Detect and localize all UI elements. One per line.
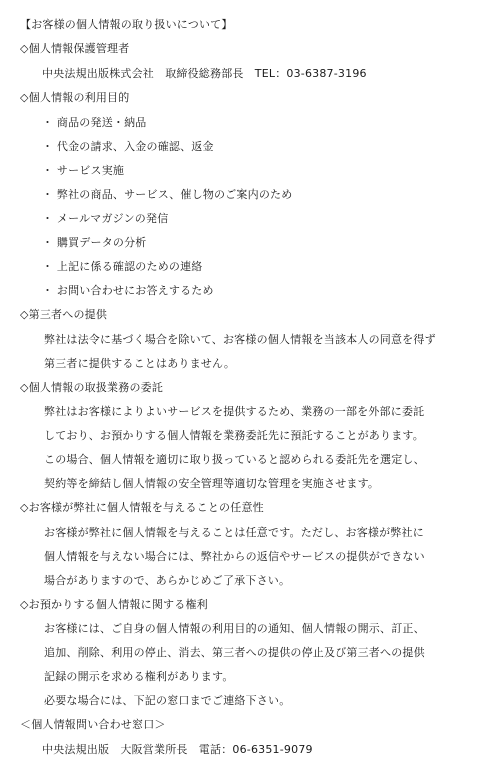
purpose-item: ・ お問い合わせにお答えするため [42, 284, 214, 297]
voluntary-line: お客様が弊社に個人情報を与えることは任意です。ただし、お客様が弊社に [44, 526, 424, 539]
purpose-item: ・ サービス実施 [42, 164, 125, 177]
outsourcing-line: 弊社はお客様によりよいサービスを提供するため、業務の一部を外部に委託 [44, 405, 425, 418]
voluntary-line: 個人情報を与えない場合には、弊社からの返信やサービスの提供ができない [44, 550, 425, 563]
document-title: 【お客様の個人情報の取り扱いについて】 [20, 18, 233, 31]
rights-line: 記録の開示を求める権利があります。 [44, 670, 234, 683]
section-heading-outsourcing: ◇個人情報の取扱業務の委託 [20, 381, 164, 394]
third-party-line: 弊社は法令に基づく場合を除いて、お客様の個人情報を当該本人の同意を得ず [44, 333, 436, 346]
section-heading-voluntary: ◇お客様が弊社に個人情報を与えることの任意性 [20, 501, 264, 514]
purpose-item: ・ メールマガジンの発信 [42, 212, 169, 225]
rights-line: 追加、削除、利用の停止、消去、第三者への提供の停止及び第三者への提供 [44, 646, 425, 659]
contact-text: 中央法規出版 大阪営業所長 電話：06-6351-9079 [42, 743, 313, 756]
outsourcing-line: この場合、個人情報を適切に取り扱っていると認められる委託先を選定し、 [44, 453, 425, 466]
section-heading-contact: ＜個人情報問い合わせ窓口＞ [20, 718, 166, 731]
section-heading-manager: ◇個人情報保護管理者 [20, 42, 130, 55]
purpose-item: ・ 弊社の商品、サービス、催し物のご案内のため [42, 188, 293, 201]
third-party-line: 第三者に提供することはありません。 [44, 357, 236, 370]
outsourcing-line: しており、お預かりする個人情報を業務委託先に預託することがあります。 [44, 429, 424, 442]
purpose-item: ・ 上記に係る確認のための連絡 [42, 260, 203, 273]
outsourcing-line: 契約等を締結し個人情報の安全管理等適切な管理を実施させます。 [44, 477, 380, 490]
purpose-item: ・ 商品の発送・納品 [42, 116, 147, 129]
purpose-item: ・ 代金の請求、入金の確認、返金 [42, 140, 214, 153]
rights-line: お客様には、ご自身の個人情報の利用目的の通知、個人情報の開示、訂正、 [44, 622, 425, 635]
section-heading-third-party: ◇第三者への提供 [20, 308, 108, 321]
voluntary-line: 場合がありますので、あらかじめご了承下さい。 [44, 574, 291, 587]
rights-line: 必要な場合には、下記の窓口までご連絡下さい。 [44, 694, 291, 707]
section-heading-purpose: ◇個人情報の利用目的 [20, 91, 130, 104]
manager-text: 中央法規出版株式会社 取締役総務部長 TEL：03-6387-3196 [42, 67, 367, 80]
purpose-item: ・ 購買データの分析 [42, 236, 147, 249]
section-heading-rights: ◇お預かりする個人情報に関する権利 [20, 598, 208, 611]
